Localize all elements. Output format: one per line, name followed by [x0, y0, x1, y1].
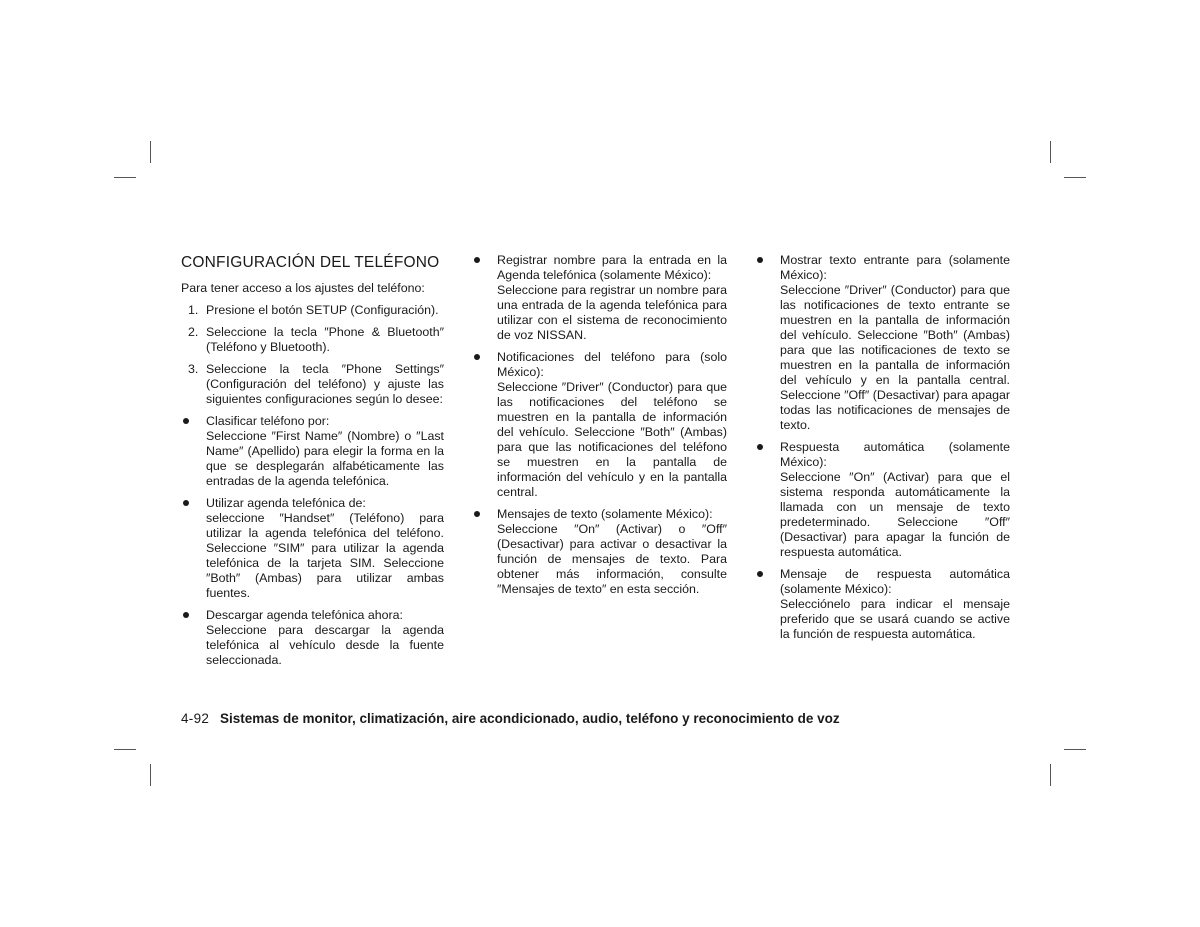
bullet-icon — [474, 511, 480, 517]
option-item — [472, 507, 727, 597]
column-2 — [472, 253, 727, 604]
option-body: Seleccione para descargar la agenda telefónica al vehículo desde la fuente seleccionada. — [206, 623, 444, 667]
bullet-icon — [757, 257, 763, 263]
bullet-icon — [183, 500, 189, 506]
column-3 — [755, 253, 1010, 649]
crop-mark — [150, 764, 151, 786]
crop-mark — [1064, 177, 1086, 178]
crop-mark — [150, 141, 151, 163]
option-body: Seleccione ″On″ (Activar) o ″Off″ (Desactivar) para activar o desactivar la función de mensajes de texto. Para obtener más información, consulte ″Mensajes de texto″ en esta sección. — [497, 522, 727, 596]
option-item — [472, 350, 727, 500]
option-body: Seleccione ″Driver″ (Conductor) para que las notificaciones del teléfono se muestren en la pantalla de información del vehículo. Seleccione ″Both″ (Ambas) para que las notificaciones del teléfono se muestren en la pantalla de información del vehículo y en la pantalla central. — [497, 380, 727, 499]
option-item — [755, 253, 1010, 433]
option-label: Registrar nombre para la entrada en la Agenda telefónica (solamente México): — [497, 253, 727, 282]
step-item — [181, 325, 444, 355]
section-title: CONFIGURACIÓN DEL TELÉFONO — [181, 254, 440, 271]
option-label: Respuesta automática (solamente México): — [780, 440, 1010, 469]
option-item — [181, 496, 444, 601]
option-body: Selecciónelo para indicar el mensaje preferido que se usará cuando se active la función de respuesta automática. — [780, 597, 1010, 641]
bullet-icon — [757, 571, 763, 577]
step-text: Seleccione la tecla ″Phone & Bluetooth″ (Teléfono y Bluetooth). — [206, 325, 444, 354]
step-number: 2. — [188, 325, 199, 339]
running-title: Sistemas de monitor, climatización, aire acondicionado, audio, teléfono y reconocimiento de voz — [220, 711, 840, 726]
bullet-icon — [474, 354, 480, 360]
step-text: Presione el botón SETUP (Configuración). — [206, 303, 439, 317]
crop-mark — [114, 749, 136, 750]
option-body: Seleccione ″First Name″ (Nombre) o ″Last Name″ (Apellido) para elegir la forma en la que se desplegarán alfabéticamente las entradas de la agenda telefónica. — [206, 429, 444, 488]
option-label: Mostrar texto entrante para (solamente México): — [780, 253, 1010, 282]
crop-mark — [1064, 749, 1086, 750]
option-body: Seleccione ″Driver″ (Conductor) para que las notificaciones de texto entrante se muestren en la pantalla de información del vehículo. Seleccione ″Both″ (Ambas) para que las notificaciones de texto se muestren en la pantalla de información del vehículo y en la pantalla central. Seleccione ″Off″ (Desactivar) para apagar todas las notificaciones de mensajes de texto. — [780, 283, 1010, 432]
option-label: Mensaje de respuesta automática (solamente México): — [780, 567, 1010, 596]
bullet-icon — [757, 444, 763, 450]
option-item — [755, 567, 1010, 642]
option-body: Seleccione ″On″ (Activar) para que el sistema responda automáticamente la llamada con un mensaje de texto predeterminado. Seleccione ″Off″ (Desactivar) para apagar la función de respuesta automática. — [780, 470, 1010, 559]
option-item — [472, 253, 727, 343]
step-number: 1. — [188, 303, 199, 317]
bullet-icon — [183, 418, 189, 424]
step-number: 3. — [188, 362, 199, 376]
page-footer — [181, 710, 840, 728]
step-item — [181, 303, 444, 318]
option-label: Clasificar teléfono por: — [206, 414, 330, 428]
step-item — [181, 362, 444, 407]
option-label: Mensajes de texto (solamente México): — [497, 507, 713, 521]
crop-mark — [1050, 764, 1051, 786]
option-label: Notificaciones del teléfono para (solo México): — [497, 350, 727, 379]
option-label: Descargar agenda telefónica ahora: — [206, 608, 404, 622]
option-label: Utilizar agenda telefónica de: — [206, 496, 366, 510]
bullet-icon — [474, 257, 480, 263]
crop-mark — [114, 177, 136, 178]
column-1 — [181, 253, 444, 675]
option-body: Seleccione para registrar un nombre para una entrada de la agenda telefónica para utilizar con el sistema de reconocimiento de voz NISSAN. — [497, 283, 727, 342]
option-item — [181, 608, 444, 668]
option-body: seleccione ″Handset″ (Teléfono) para utilizar la agenda telefónica del teléfono. Seleccione ″SIM″ para utilizar la agenda telefónica de la tarjeta SIM. Seleccione ″Both″ (Ambas) para utilizar ambas fuentes. — [206, 511, 444, 600]
section-intro: Para tener acceso a los ajustes del teléfono: — [181, 281, 425, 295]
option-item — [181, 414, 444, 489]
page-number: 4-92 — [181, 711, 210, 726]
bullet-icon — [183, 612, 189, 618]
step-text: Seleccione la tecla ″Phone Settings″ (Configuración del teléfono) y ajuste las siguientes configuraciones según lo desee: — [206, 362, 444, 406]
crop-mark — [1050, 141, 1051, 163]
option-item — [755, 440, 1010, 560]
